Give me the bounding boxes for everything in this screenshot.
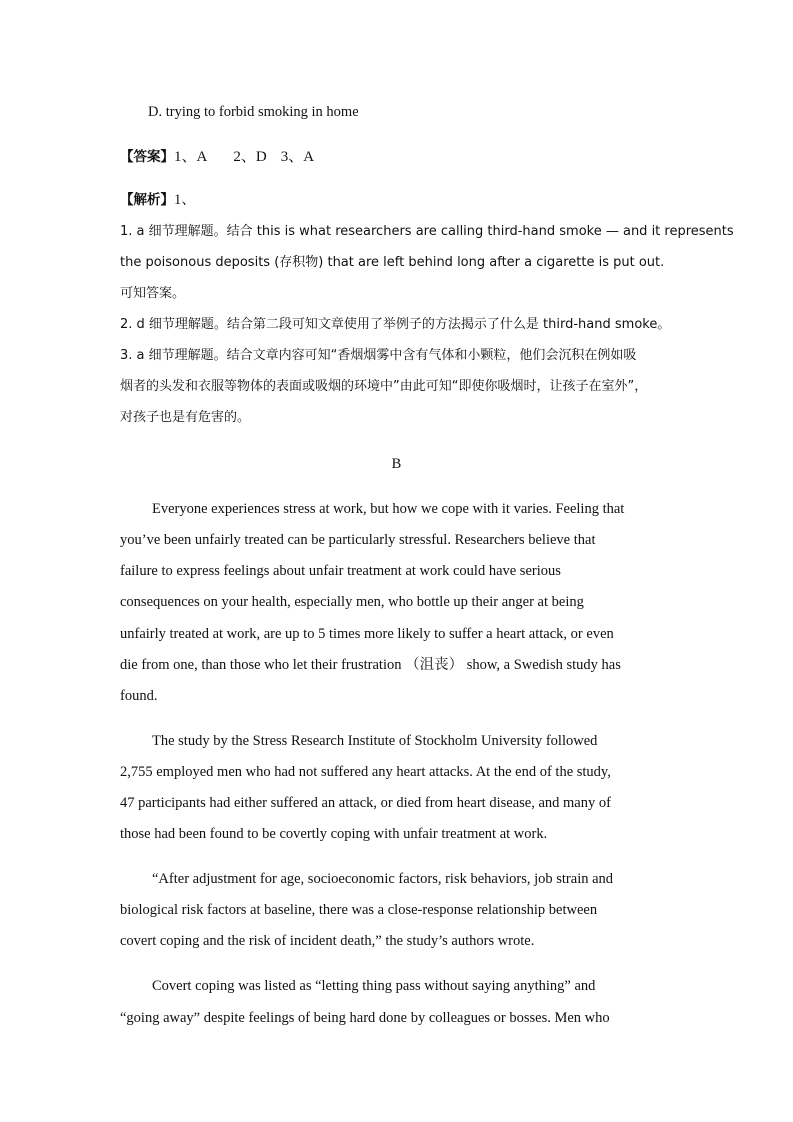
paragraph-line: 2,755 employed men who had not suffered any heart attacks. At the end of the study, <box>120 764 611 780</box>
analysis-line: 可知答案。 <box>120 286 186 301</box>
paragraph-line: biological risk factors at baseline, there was a close-response relationship between <box>120 902 598 918</box>
section-label: B <box>391 456 402 472</box>
analysis-line: 2. d 细节理解题。结合第二段可知文章使用了举例子的方法揭示了什么是 third-hand smoke。 <box>120 317 671 332</box>
analysis-line: 对孩子也是有危害的。 <box>120 410 251 425</box>
analysis-line: 1. a 细节理解题。结合 this is what researchers are calling third-hand smoke — and it represents <box>120 224 734 239</box>
paragraph-line: “After adjustment for age, socioeconomic factors, risk behaviors, job strain and <box>152 871 614 887</box>
paragraph-line: Covert coping was listed as “letting thing pass without saying anything” and <box>152 978 596 994</box>
paragraph-line: failure to express feelings about unfair treatment at work could have serious <box>120 563 561 579</box>
answer-item-1: 1、A <box>174 149 208 165</box>
answer-item-3: 3、A <box>280 149 315 165</box>
paragraph-line: unfairly treated at work, are up to 5 times more likely to suffer a heart attack, or even <box>120 626 614 642</box>
paragraph-line: found. <box>120 688 158 704</box>
paragraph-line: you’ve been unfairly treated can be particularly stressful. Researchers believe that <box>120 532 596 548</box>
paragraph-line: consequences on your health, especially men, who bottle up their anger at being <box>120 594 584 610</box>
paragraph-line: 47 participants had either suffered an attack, or died from heart disease, and many of <box>120 795 611 811</box>
answer-heading: 【答案】 <box>120 149 174 165</box>
option-d-text: D. trying to forbid smoking in home <box>148 104 359 120</box>
analysis-heading-label: 【解析】 <box>120 192 174 208</box>
paragraph-line: covert coping and the risk of incident death,” the study’s authors wrote. <box>120 933 535 949</box>
analysis-line: the poisonous deposits (存积物) that are left behind long after a cigarette is put out. <box>120 255 665 270</box>
analysis-heading-number: 1、 <box>174 192 196 208</box>
analysis-heading <box>120 190 196 210</box>
analysis-line: 烟者的头发和衣服等物体的表面或吸烟的环境中”由此可知“即使你吸烟时，让孩子在室外”， <box>120 379 648 394</box>
answer-item-2: 2、D <box>233 149 267 165</box>
paragraph-line: die from one, than those who let their frustration （沮丧） show, a Swedish study has <box>120 657 621 673</box>
paragraph-line: “going away” despite feelings of being hard done by colleagues or bosses. Men who <box>120 1010 610 1026</box>
answer-line <box>120 147 314 167</box>
analysis-line: 3. a 细节理解题。结合文章内容可知“香烟烟雾中含有气体和小颗粒，他们会沉积在例如吸 <box>120 348 637 363</box>
paragraph-line: Everyone experiences stress at work, but how we cope with it varies. Feeling that <box>152 501 625 517</box>
paragraph-line: The study by the Stress Research Institute of Stockholm University followed <box>152 733 598 749</box>
paragraph-line: those had been found to be covertly coping with unfair treatment at work. <box>120 826 548 842</box>
